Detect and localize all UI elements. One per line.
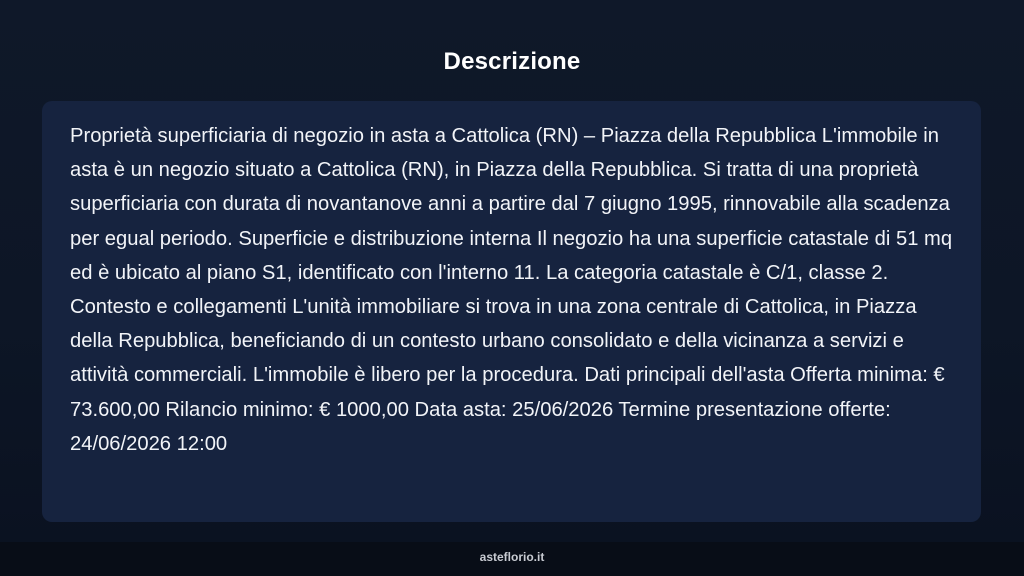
page-title: Descrizione: [443, 48, 581, 75]
description-text: Proprietà superficiaria di negozio in asta a Cattolica (RN) – Piazza della Repubblica L'immobile in asta è un negozio situato a Cattolica (RN), in Piazza della Repubblica. Si tratta di una proprietà superficiaria con durata di novantanove anni a partire dal 7 giugno 1995, rinnovabile alla scadenza per egual periodo. Superficie e distribuzione interna Il negozio ha una superficie catastale di 51 mq ed è ubicato al piano S1, identificato con l'interno 11. La categoria catastale è C/1, classe 2. Contesto e collegamenti L'unità immobiliare si trova in una zona centrale di Cattolica, in Piazza della Repubblica, beneficiando di un contesto urbano consolidato e della vicinanza a servizi e attività commerciali. L'immobile è libero per la procedura. Dati principali dell'asta Offerta minima: € 73.600,00 Rilancio minimo: € 1000,00 Data asta: 25/06/2026 Termine presentazione offerte: 24/06/2026 12:00: [70, 125, 953, 455]
footer-site-label: asteflorio.it: [479, 550, 545, 564]
description-card: [42, 101, 981, 522]
